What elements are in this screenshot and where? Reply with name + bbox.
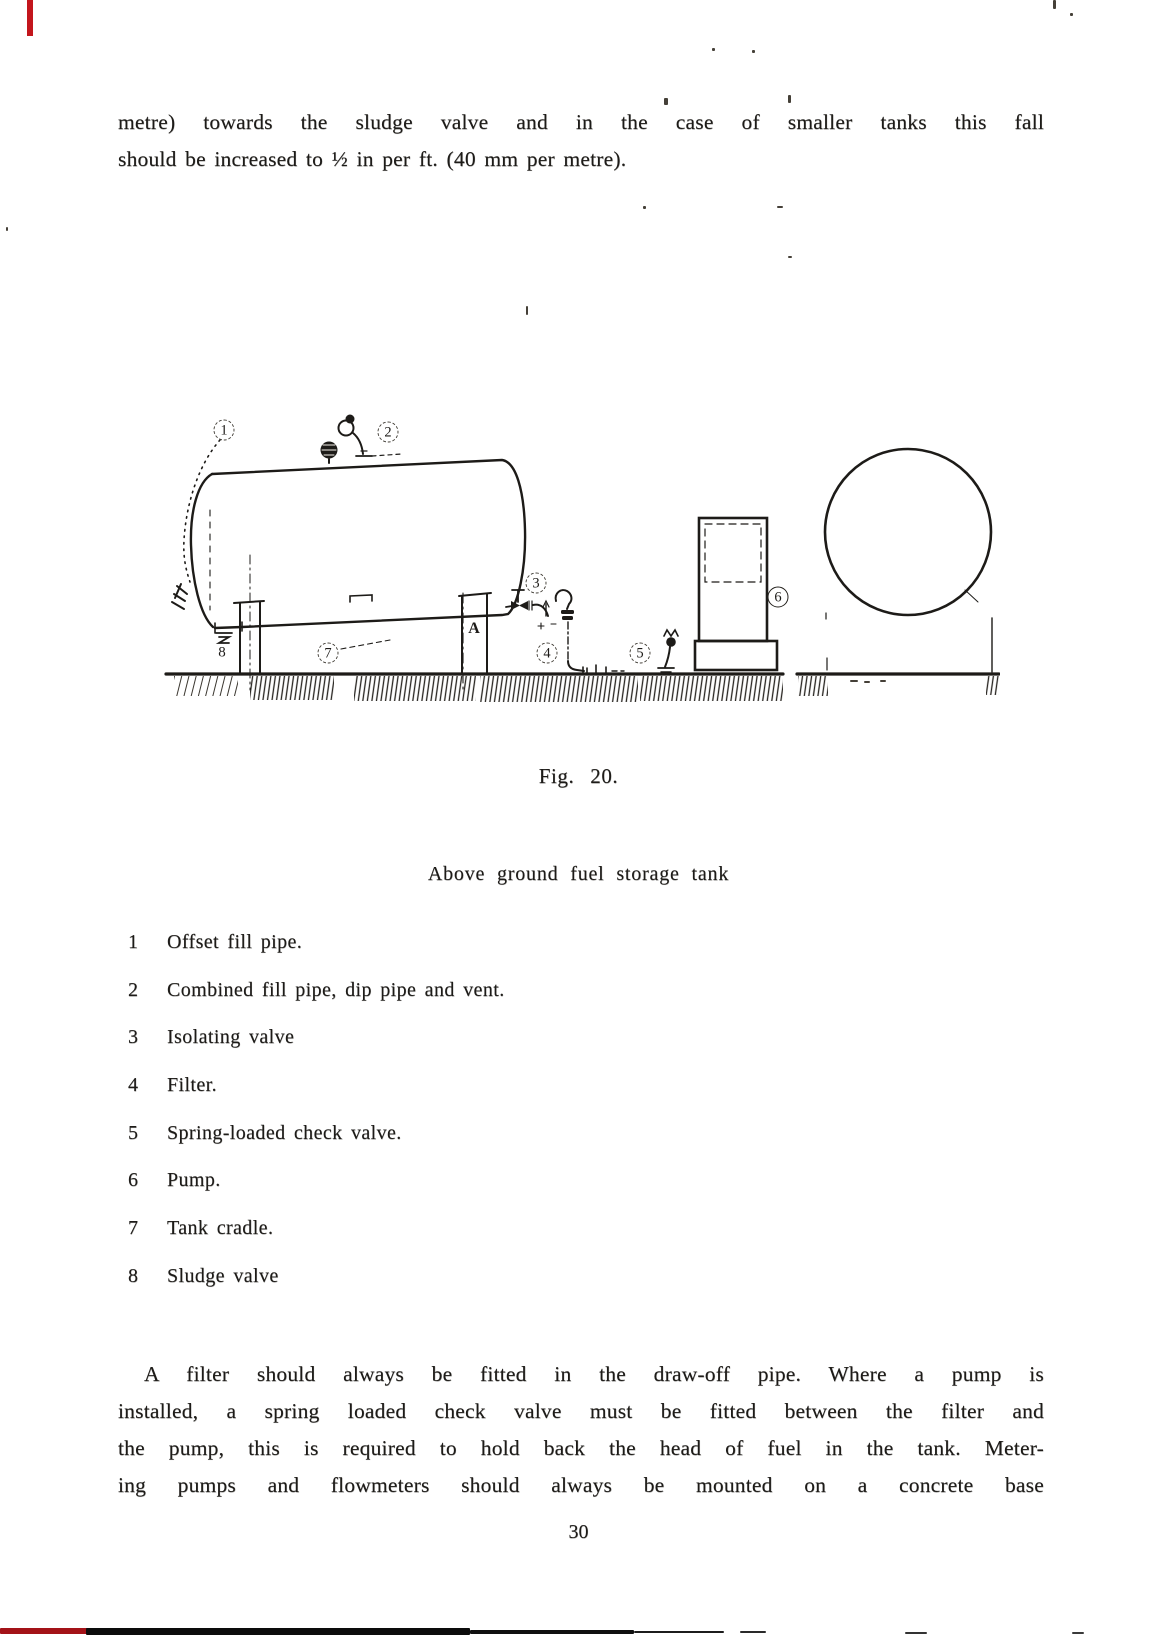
figure-legend	[128, 931, 828, 1313]
bottom-scan-bar-segment	[905, 1632, 927, 1634]
diagram-label-6: 6	[768, 587, 789, 608]
bottom-scan-bar-segment	[470, 1630, 634, 1634]
bottom-scan-bar-segment	[0, 1628, 90, 1634]
diagram-label-3: 3	[526, 573, 547, 594]
scan-speck	[664, 98, 668, 105]
fill-pipe-end-mark	[172, 584, 187, 609]
ground	[166, 674, 999, 702]
diagram-label-4: 4	[537, 643, 558, 664]
legend-item-text: Filter.	[167, 1074, 218, 1097]
diagram-label-8: 8	[218, 644, 226, 661]
legend-item-number: 7	[128, 1217, 139, 1240]
scan-speck	[880, 680, 886, 682]
legend-item-text: Combined fill pipe, dip pipe and vent.	[167, 978, 505, 1001]
legend-item-text: Offset fill pipe.	[167, 931, 303, 953]
legend-item	[128, 931, 828, 953]
tank-end-view	[825, 449, 992, 672]
legend-item-number: 2	[128, 978, 139, 1001]
red-scan-mark	[27, 0, 33, 36]
scan-speck	[1053, 0, 1056, 9]
legend-item	[128, 1169, 828, 1191]
bottom-scan-bar-segment	[1072, 1632, 1084, 1634]
label7-leader	[341, 640, 390, 649]
text-line: installed, a spring loaded check valve must be fitted between the filter and	[118, 1399, 1044, 1423]
diagram-label-1: 1	[214, 420, 235, 441]
text-line: A filter should always be fitted in the draw-off pipe. Where a pump is	[144, 1362, 1044, 1386]
offset-fill-pipe	[184, 440, 220, 582]
legend-item-number: 8	[128, 1264, 139, 1287]
vent-pipe	[339, 415, 373, 457]
legend-item-number: 1	[128, 931, 139, 953]
text-line: should be increased to ½ in per ft. (40 mm per metre).	[118, 147, 627, 171]
legend-item	[128, 1217, 828, 1239]
legend-item-text: Tank cradle.	[167, 1217, 274, 1240]
bottom-scan-bar-segment	[634, 1631, 724, 1633]
legend-item	[128, 1122, 828, 1144]
legend-item-number: 6	[128, 1169, 139, 1192]
scan-speck	[788, 95, 791, 103]
scan-speck	[752, 50, 755, 53]
scan-speck	[1070, 13, 1073, 16]
legend-item	[128, 1265, 828, 1287]
legend-item-text: Sludge valve	[167, 1264, 279, 1287]
page-number: 30	[568, 1521, 589, 1543]
sludge-valve	[216, 633, 232, 643]
fuel-tank-body	[191, 454, 525, 633]
legend-item-text: Spring-loaded check valve.	[167, 1121, 402, 1144]
legend-item	[128, 979, 828, 1001]
tank-cradle-left	[234, 555, 264, 690]
diagram-label-5: 5	[630, 643, 651, 664]
legend-item-text: Pump.	[167, 1169, 221, 1192]
text-line: metre) towards the sludge valve and in the case of smaller tanks this fall	[118, 110, 1044, 134]
pump	[695, 518, 777, 670]
legend-item-text: Isolating valve	[167, 1026, 295, 1049]
check-valve	[658, 630, 678, 672]
diagram-label-2: 2	[378, 422, 399, 443]
legend-item	[128, 1026, 828, 1048]
figure-diagram	[150, 390, 1000, 702]
bottom-scan-bar-segment	[86, 1628, 470, 1635]
diagram-label-7: 7	[318, 643, 339, 664]
legend-item-number: 4	[128, 1074, 139, 1097]
paragraph-bottom	[118, 1356, 1044, 1504]
text-line: the pump, this is required to hold back the head of fuel in the tank. Meter-	[118, 1436, 1044, 1460]
paragraph-top	[118, 104, 1044, 178]
scan-speck	[788, 256, 792, 258]
filler-cap	[321, 442, 338, 464]
diagram-label-a: A	[468, 620, 480, 637]
tank-diagram-svg	[150, 390, 1000, 702]
scan-speck	[526, 306, 528, 315]
scan-speck	[643, 206, 646, 209]
figure-caption: Fig. 20.	[538, 764, 619, 788]
scan-speck	[850, 680, 858, 682]
scan-speck	[864, 681, 870, 683]
figure-title: Above ground fuel storage tank	[427, 863, 730, 885]
bottom-scan-bar-segment	[740, 1631, 766, 1633]
scan-speck	[6, 227, 8, 231]
scan-speck	[777, 206, 783, 208]
text-line: ing pumps and flowmeters should always be mounted on a concrete base	[118, 1473, 1044, 1497]
scan-speck	[712, 48, 715, 51]
legend-item	[128, 1074, 828, 1096]
legend-item-number: 3	[128, 1026, 139, 1049]
legend-item-number: 5	[128, 1121, 139, 1144]
